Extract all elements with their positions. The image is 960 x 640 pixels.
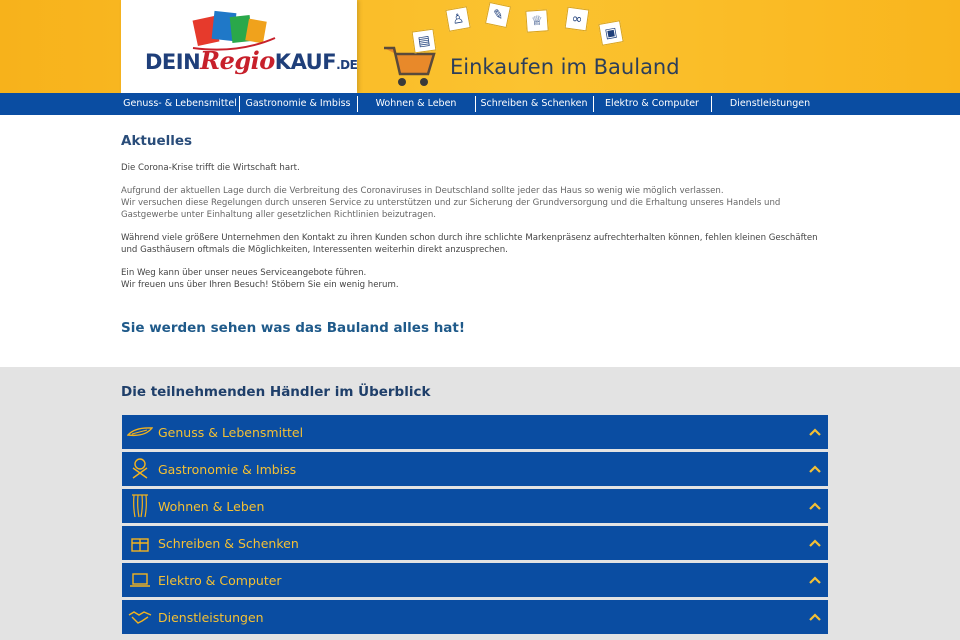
gift-icon	[122, 526, 158, 560]
logo[interactable]	[121, 0, 357, 93]
bag-icon: ▤	[412, 29, 437, 54]
accordion-gastronomie[interactable]	[122, 452, 828, 486]
accordion-wohnen[interactable]	[122, 489, 828, 523]
paragraph-besuch: Wir freuen uns über Ihren Besuch! Stöbern Sie ein wenig herum.	[121, 280, 399, 290]
nav-item-elektro[interactable]: Elektro & Computer	[605, 98, 699, 109]
curtain-icon	[122, 489, 158, 523]
section-heading-haendler: Die teilnehmenden Händler im Überblick	[121, 384, 431, 400]
paragraph-unternehmen: Während viele größere Unternehmen den Kontakt zu ihren Kunden schon durch ihre schlichte Markenpräsenz aufrechterhalten können, fehlen kleinen Geschäften und Gasthäusern oftmals die Möglichkeiten, Interessenten weiterhin direkt anzusprechen.	[121, 233, 818, 255]
accordion-genuss[interactable]	[122, 415, 828, 449]
accordion-schreiben[interactable]	[122, 526, 828, 560]
chevron-up-icon[interactable]	[802, 526, 828, 560]
main-nav	[0, 93, 960, 115]
nav-item-schreiben[interactable]: Schreiben & Schenken	[480, 98, 588, 109]
tagline: Einkaufen im Bauland	[450, 55, 680, 79]
paragraph-lage: Aufgrund der aktuellen Lage durch die Verbreitung des Coronaviruses in Deutschland sollte jeder das Haus so wenig wie möglich verlassen.	[121, 186, 724, 196]
paragraph-service: Wir versuchen diese Regelungen durch unseren Service zu unterstützen und zur Sicherung der Grundversorgung und die Erhaltung unseres Handels und Gastgewerbe unter Einhaltung aller gesetzlichen Richtlinien beizutragen.	[121, 198, 781, 220]
chevron-up-icon[interactable]	[802, 452, 828, 486]
accordion-label: Elektro & Computer	[158, 572, 282, 588]
accordion-label: Wohnen & Leben	[158, 498, 265, 514]
accordion-label: Genuss & Lebensmittel	[158, 424, 304, 440]
paragraph-weg: Ein Weg kann über unser neues Serviceangebote führen.	[121, 268, 367, 278]
chevron-up-icon[interactable]	[802, 415, 828, 449]
chevron-up-icon[interactable]	[802, 489, 828, 523]
accordion-label: Schreiben & Schenken	[158, 535, 299, 551]
accordion-elektro[interactable]	[122, 563, 828, 597]
nav-item-wohnen[interactable]: Wohnen & Leben	[375, 98, 457, 109]
accordion-label: Gastronomie & Imbiss	[158, 461, 297, 477]
chevron-up-icon[interactable]	[802, 563, 828, 597]
dress-icon: ♕	[525, 9, 548, 32]
logo-text: DEINRegioKAUF.DE	[145, 46, 358, 75]
laptop-icon	[122, 563, 158, 597]
glasses-icon: ∞	[565, 7, 590, 32]
fish-icon: ✎	[485, 2, 511, 28]
nav-item-dienstleistungen[interactable]: Dienstleistungen	[729, 98, 811, 109]
chef-icon	[122, 452, 158, 486]
chevron-up-icon[interactable]	[802, 600, 828, 634]
handshake-icon	[122, 600, 158, 634]
accordion-dienstleistungen[interactable]	[122, 600, 828, 634]
nav-item-gastronomie[interactable]: Gastronomie & Imbiss	[245, 98, 351, 109]
shirt-icon: ♙	[445, 6, 470, 31]
subheading-bauland: Sie werden sehen was das Bauland alles hat!	[121, 320, 466, 336]
food-icon	[122, 415, 158, 449]
site-header	[0, 0, 960, 93]
box-icon: ▣	[598, 20, 623, 45]
nav-item-genuss[interactable]: Genuss- & Lebensmittel	[123, 98, 237, 109]
paragraph-intro: Die Corona-Krise trifft die Wirtschaft hart.	[121, 163, 300, 173]
accordion-label: Dienstleistungen	[158, 609, 264, 625]
section-heading-aktuelles: Aktuelles	[121, 133, 193, 149]
